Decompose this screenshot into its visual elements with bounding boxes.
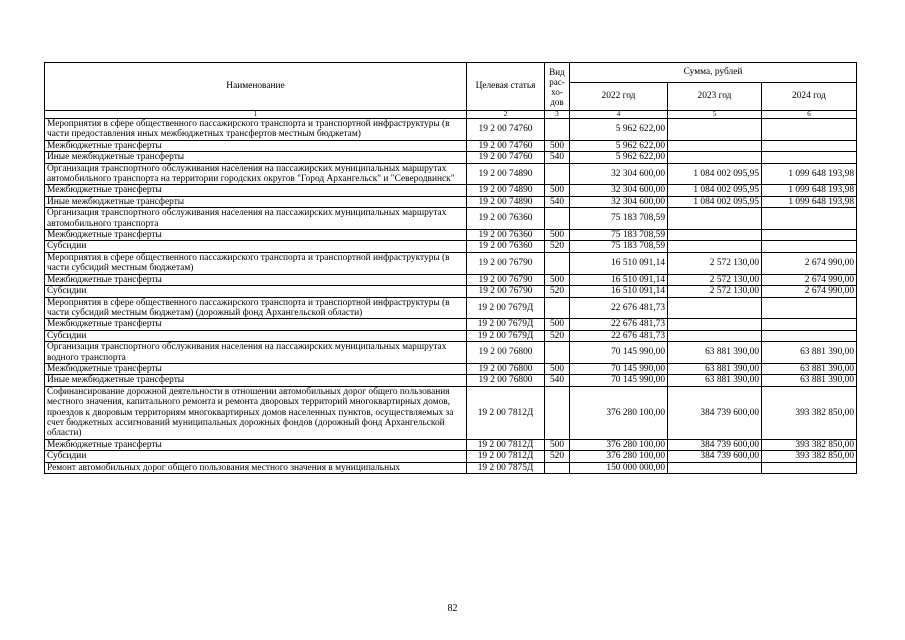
header-name: Наименование xyxy=(45,63,467,111)
column-index: 3 xyxy=(545,111,570,119)
column-index: 4 xyxy=(570,111,668,119)
row-code: 19 2 00 74760 xyxy=(467,119,545,141)
row-sum-2023: 384 739 600,00 xyxy=(668,451,762,462)
table-row xyxy=(45,451,857,462)
row-vid xyxy=(545,252,570,274)
row-sum-2024: 1 099 648 193,98 xyxy=(762,163,857,185)
row-name: Субсидии xyxy=(45,286,467,297)
row-name: Иные межбюджетные трансферты xyxy=(45,375,467,386)
row-name: Мероприятия в сфере общественного пассажирского транспорта и транспортной инфраструктуры (в части субсидий местным бюджетам) (дорожный фонд Архангельской области) xyxy=(45,297,467,319)
row-sum-2024 xyxy=(762,230,857,241)
row-code: 19 2 00 7679Д xyxy=(467,330,545,341)
row-sum-2023 xyxy=(668,208,762,230)
row-name: Организация транспортного обслуживания населения на пассажирских муниципальных маршрутах автомобильного транспорта на территории городских округов "Город Архангельск" и "Северодвинск" xyxy=(45,163,467,185)
row-sum-2023 xyxy=(668,241,762,252)
row-sum-2022: 5 962 622,00 xyxy=(570,152,668,163)
row-code: 19 2 00 76790 xyxy=(467,274,545,285)
table-row xyxy=(45,439,857,450)
row-name: Мероприятия в сфере общественного пассажирского транспорта и транспортной инфраструктуры (в части предоставления иных межбюджетных трансфертов местным бюджетам) xyxy=(45,119,467,141)
row-vid xyxy=(545,342,570,364)
row-sum-2023 xyxy=(668,330,762,341)
table-row xyxy=(45,196,857,207)
row-sum-2022: 70 145 990,00 xyxy=(570,363,668,374)
row-sum-2023: 2 572 130,00 xyxy=(668,252,762,274)
row-sum-2024: 2 674 990,00 xyxy=(762,274,857,285)
row-vid xyxy=(545,163,570,185)
row-sum-2023 xyxy=(668,152,762,163)
row-name: Субсидии xyxy=(45,330,467,341)
row-sum-2024: 2 674 990,00 xyxy=(762,252,857,274)
row-vid: 500 xyxy=(545,185,570,196)
row-name: Иные межбюджетные трансферты xyxy=(45,196,467,207)
row-sum-2023: 1 084 002 095,95 xyxy=(668,163,762,185)
row-vid xyxy=(545,208,570,230)
row-sum-2023: 384 739 600,00 xyxy=(668,386,762,439)
row-sum-2022: 376 280 100,00 xyxy=(570,386,668,439)
row-sum-2024 xyxy=(762,119,857,141)
row-vid: 520 xyxy=(545,241,570,252)
row-sum-2022: 16 510 091,14 xyxy=(570,286,668,297)
row-code: 19 2 00 74760 xyxy=(467,152,545,163)
row-sum-2023: 1 084 002 095,95 xyxy=(668,196,762,207)
row-vid xyxy=(545,386,570,439)
row-sum-2023 xyxy=(668,297,762,319)
table-row xyxy=(45,241,857,252)
row-sum-2022: 16 510 091,14 xyxy=(570,274,668,285)
row-vid: 520 xyxy=(545,286,570,297)
row-sum-2022: 22 676 481,73 xyxy=(570,297,668,319)
row-vid: 500 xyxy=(545,140,570,151)
table-row xyxy=(45,252,857,274)
row-vid: 500 xyxy=(545,363,570,374)
table-row xyxy=(45,462,857,473)
row-sum-2022: 16 510 091,14 xyxy=(570,252,668,274)
row-sum-2022: 32 304 600,00 xyxy=(570,196,668,207)
table-row xyxy=(45,342,857,364)
row-sum-2023: 63 881 390,00 xyxy=(668,363,762,374)
row-code: 19 2 00 76800 xyxy=(467,342,545,364)
row-code: 19 2 00 76360 xyxy=(467,241,545,252)
row-code: 19 2 00 7679Д xyxy=(467,297,545,319)
header-row-top xyxy=(45,63,857,83)
row-sum-2022: 75 183 708,59 xyxy=(570,241,668,252)
row-sum-2024 xyxy=(762,140,857,151)
row-sum-2022: 150 000 000,00 xyxy=(570,462,668,473)
row-sum-2022: 75 183 708,59 xyxy=(570,208,668,230)
row-name: Организация транспортного обслуживания населения на пассажирских муниципальных маршрутах водного транспорта xyxy=(45,342,467,364)
row-sum-2022: 5 962 622,00 xyxy=(570,140,668,151)
row-code: 19 2 00 76790 xyxy=(467,286,545,297)
row-code: 19 2 00 7875Д xyxy=(467,462,545,473)
row-sum-2024: 393 382 850,00 xyxy=(762,451,857,462)
budget-table xyxy=(44,62,857,474)
row-sum-2022: 75 183 708,59 xyxy=(570,230,668,241)
row-vid xyxy=(545,462,570,473)
row-sum-2024 xyxy=(762,330,857,341)
row-sum-2024: 2 674 990,00 xyxy=(762,286,857,297)
table-row xyxy=(45,363,857,374)
row-sum-2023 xyxy=(668,319,762,330)
row-sum-2023: 2 572 130,00 xyxy=(668,274,762,285)
row-vid xyxy=(545,297,570,319)
row-code: 19 2 00 74890 xyxy=(467,185,545,196)
row-sum-2024 xyxy=(762,208,857,230)
row-sum-2022: 32 304 600,00 xyxy=(570,163,668,185)
row-name: Межбюджетные трансферты xyxy=(45,230,467,241)
row-sum-2024: 63 881 390,00 xyxy=(762,363,857,374)
table-row xyxy=(45,297,857,319)
row-sum-2023 xyxy=(668,230,762,241)
row-vid xyxy=(545,119,570,141)
row-sum-2023 xyxy=(668,140,762,151)
row-sum-2022: 70 145 990,00 xyxy=(570,342,668,364)
row-name: Межбюджетные трансферты xyxy=(45,319,467,330)
row-code: 19 2 00 76790 xyxy=(467,252,545,274)
row-code: 19 2 00 7812Д xyxy=(467,439,545,450)
row-code: 19 2 00 7812Д xyxy=(467,386,545,439)
row-code: 19 2 00 76360 xyxy=(467,230,545,241)
header-sum: Сумма, рублей xyxy=(570,63,857,83)
column-index-row xyxy=(45,111,857,119)
row-sum-2024 xyxy=(762,152,857,163)
row-name: Межбюджетные трансферты xyxy=(45,439,467,450)
row-sum-2024 xyxy=(762,319,857,330)
row-name: Организация транспортного обслуживания населения на пассажирских муниципальных маршрутах автомобильного транспорта xyxy=(45,208,467,230)
table-row xyxy=(45,286,857,297)
row-name: Софинансирование дорожной деятельности в отношении автомобильных дорог общего пользования местного значения, капитального ремонта и ремонта дворовых территорий многоквартирных домов, проездов к дворовым территориям многоквартирных домов населенных пунктов, осуществляемых за счет бюджетных ассигнований муниципальных дорожных фондов (дорожный фонд Архангельской области) xyxy=(45,386,467,439)
row-vid: 500 xyxy=(545,439,570,450)
table-body xyxy=(45,119,857,474)
row-code: 19 2 00 74890 xyxy=(467,196,545,207)
row-sum-2022: 22 676 481,73 xyxy=(570,330,668,341)
header-year-2024: 2024 год xyxy=(762,83,857,111)
row-sum-2024 xyxy=(762,241,857,252)
row-sum-2024 xyxy=(762,297,857,319)
row-name: Межбюджетные трансферты xyxy=(45,185,467,196)
row-vid: 540 xyxy=(545,196,570,207)
row-code: 19 2 00 76360 xyxy=(467,208,545,230)
row-name: Ремонт автомобильных дорог общего пользования местного значения в муниципальных xyxy=(45,462,467,473)
row-vid: 540 xyxy=(545,152,570,163)
table-row xyxy=(45,140,857,151)
row-name: Субсидии xyxy=(45,451,467,462)
row-vid: 540 xyxy=(545,375,570,386)
row-sum-2024: 1 099 648 193,98 xyxy=(762,185,857,196)
row-name: Иные межбюджетные трансферты xyxy=(45,152,467,163)
header-vid: Вид рас-хо-дов xyxy=(545,63,570,111)
header-year-2022: 2022 год xyxy=(570,83,668,111)
table-row xyxy=(45,375,857,386)
row-sum-2023 xyxy=(668,119,762,141)
row-name: Мероприятия в сфере общественного пассажирского транспорта и транспортной инфраструктуры (в части субсидий местным бюджетам) xyxy=(45,252,467,274)
row-sum-2022: 70 145 990,00 xyxy=(570,375,668,386)
table-row xyxy=(45,386,857,439)
column-index: 1 xyxy=(45,111,467,119)
row-sum-2024: 1 099 648 193,98 xyxy=(762,196,857,207)
row-name: Межбюджетные трансферты xyxy=(45,274,467,285)
row-sum-2023: 63 881 390,00 xyxy=(668,375,762,386)
page-number: 82 xyxy=(447,603,458,614)
table-row xyxy=(45,319,857,330)
row-sum-2022: 22 676 481,73 xyxy=(570,319,668,330)
column-index: 5 xyxy=(668,111,762,119)
table-row xyxy=(45,230,857,241)
row-vid: 500 xyxy=(545,319,570,330)
row-name: Межбюджетные трансферты xyxy=(45,140,467,151)
row-vid: 500 xyxy=(545,230,570,241)
table-row xyxy=(45,274,857,285)
row-vid: 500 xyxy=(545,274,570,285)
row-sum-2024: 63 881 390,00 xyxy=(762,342,857,364)
row-sum-2024: 63 881 390,00 xyxy=(762,375,857,386)
table-row xyxy=(45,163,857,185)
table-row xyxy=(45,152,857,163)
row-code: 19 2 00 76800 xyxy=(467,375,545,386)
column-index: 2 xyxy=(467,111,545,119)
column-index: 6 xyxy=(762,111,857,119)
row-sum-2023: 63 881 390,00 xyxy=(668,342,762,364)
table-row xyxy=(45,185,857,196)
row-sum-2023: 384 739 600,00 xyxy=(668,439,762,450)
row-sum-2023: 1 084 002 095,95 xyxy=(668,185,762,196)
row-sum-2022: 32 304 600,00 xyxy=(570,185,668,196)
table-row xyxy=(45,330,857,341)
header-code: Целевая статья xyxy=(467,63,545,111)
row-sum-2023 xyxy=(668,462,762,473)
budget-table-container xyxy=(44,62,856,474)
row-code: 19 2 00 7679Д xyxy=(467,319,545,330)
row-code: 19 2 00 74760 xyxy=(467,140,545,151)
row-sum-2024: 393 382 850,00 xyxy=(762,439,857,450)
row-sum-2022: 5 962 622,00 xyxy=(570,119,668,141)
row-code: 19 2 00 76800 xyxy=(467,363,545,374)
row-sum-2022: 376 280 100,00 xyxy=(570,451,668,462)
row-vid: 520 xyxy=(545,451,570,462)
row-name: Субсидии xyxy=(45,241,467,252)
header-year-2023: 2023 год xyxy=(668,83,762,111)
row-vid: 520 xyxy=(545,330,570,341)
row-name: Межбюджетные трансферты xyxy=(45,363,467,374)
row-sum-2024: 393 382 850,00 xyxy=(762,386,857,439)
row-code: 19 2 00 74890 xyxy=(467,163,545,185)
table-row xyxy=(45,208,857,230)
row-sum-2023: 2 572 130,00 xyxy=(668,286,762,297)
table-row xyxy=(45,119,857,141)
row-sum-2022: 376 280 100,00 xyxy=(570,439,668,450)
row-code: 19 2 00 7812Д xyxy=(467,451,545,462)
row-sum-2024 xyxy=(762,462,857,473)
